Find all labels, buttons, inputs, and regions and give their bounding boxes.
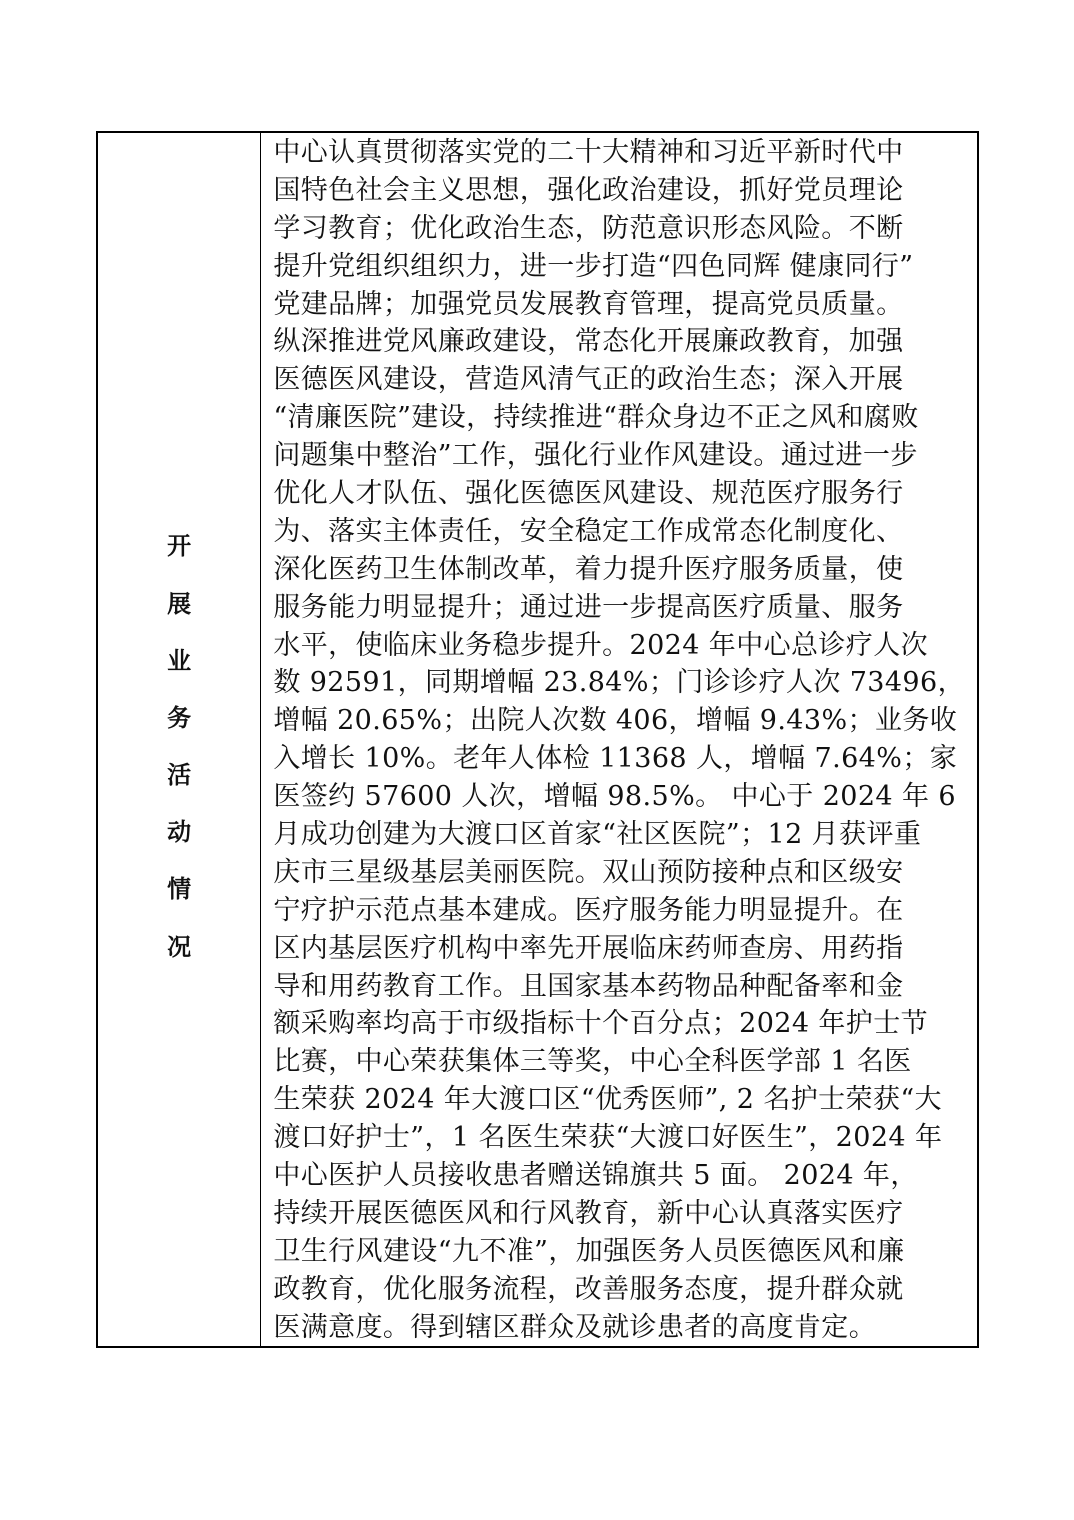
text-line: 党建品牌；加强党员发展教育管理，提高党员质量。 bbox=[273, 288, 904, 320]
row-label-char: 活 bbox=[167, 761, 192, 790]
text-line: 入增长 10%。老年人体检 11368 人，增幅 7.64%；家 bbox=[273, 743, 958, 775]
text-line: 增幅 20.65%；出院人次数 406，增幅 9.43%；业务收 bbox=[273, 705, 958, 737]
text-line: 水平，使临床业务稳步提升。2024 年中心总诊疗人次 bbox=[273, 629, 929, 661]
activity-table bbox=[96, 131, 979, 1348]
text-line: 问题集中整治”工作，强化行业作风建设。通过进一步 bbox=[273, 440, 918, 472]
text-line: 优化人才队伍、强化医德医风建设、规范医疗服务行 bbox=[273, 478, 904, 510]
text-line: 区内基层医疗机构中率先开展临床药师查房、用药指 bbox=[273, 932, 904, 964]
row-label-cell bbox=[98, 133, 261, 1346]
row-label-char: 动 bbox=[167, 818, 192, 847]
text-line: 学习教育；优化政治生态，防范意识形态风险。不断 bbox=[273, 212, 904, 244]
text-line: “清廉医院”建设，持续推进“群众身边不正之风和腐败 bbox=[273, 402, 919, 434]
activity-paragraph bbox=[273, 134, 965, 1347]
row-label-char: 务 bbox=[167, 703, 192, 732]
row-label-char: 展 bbox=[167, 589, 192, 618]
text-line: 政教育，优化服务流程，改善服务态度，提升群众就 bbox=[273, 1273, 904, 1305]
text-line: 宁疗护示范点基本建成。医疗服务能力明显提升。在 bbox=[273, 894, 904, 926]
text-line: 医德医风建设，营造风清气正的政治生态；深入开展 bbox=[273, 364, 904, 396]
text-line: 比赛，中心荣获集体三等奖，中心全科医学部 1 名医 bbox=[273, 1046, 912, 1078]
row-label-char: 业 bbox=[167, 646, 192, 675]
text-line: 医签约 57600 人次，增幅 98.5%。 中心于 2024 年 6 bbox=[273, 781, 956, 813]
text-line: 生荣获 2024 年大渡口区“优秀医师”, 2 名护士荣获“大 bbox=[273, 1084, 942, 1116]
activity-content-cell bbox=[261, 133, 977, 1346]
text-line: 导和用药教育工作。且国家基本药物品种配备率和金 bbox=[273, 970, 904, 1002]
row-label-char: 情 bbox=[167, 875, 192, 904]
text-line: 提升党组织组织力，进一步打造“四色同辉 健康同行” bbox=[273, 250, 914, 282]
text-line: 服务能力明显提升；通过进一步提高医疗质量、服务 bbox=[273, 591, 904, 623]
row-label-char: 开 bbox=[167, 532, 192, 561]
text-line: 庆市三星级基层美丽医院。双山预防接种点和区级安 bbox=[273, 856, 904, 888]
text-line: 深化医药卫生体制改革，着力提升医疗服务质量，使 bbox=[273, 553, 904, 585]
text-line: 卫生行风建设“九不准”，加强医务人员医德医风和廉 bbox=[273, 1235, 905, 1267]
text-line: 中心认真贯彻落实党的二十大精神和习近平新时代中 bbox=[273, 137, 904, 168]
row-label-char: 况 bbox=[167, 932, 192, 961]
text-line: 医满意度。得到辖区群众及就诊患者的高度肯定。 bbox=[273, 1311, 877, 1343]
text-line: 渡口好护士”，1 名医生荣获“大渡口好医生”，2024 年 bbox=[273, 1122, 943, 1154]
text-line: 月成功创建为大渡口区首家“社区医院”；12 月获评重 bbox=[273, 819, 922, 851]
text-line: 为、落实主体责任，安全稳定工作成常态化制度化、 bbox=[273, 515, 904, 547]
text-line: 中心医护人员接收患者赠送锦旗共 5 面。 2024 年， bbox=[273, 1160, 918, 1192]
text-line: 国特色社会主义思想，强化政治建设，抓好党员理论 bbox=[273, 174, 904, 206]
text-line: 数 92591，同期增幅 23.84%；门诊诊疗人次 73496， bbox=[273, 667, 965, 699]
text-line: 额采购率均高于市级指标十个百分点；2024 年护士节 bbox=[273, 1008, 929, 1040]
text-line: 纵深推进党风廉政建设，常态化开展廉政教育，加强 bbox=[273, 326, 904, 358]
text-line: 持续开展医德医风和行风教育，新中心认真落实医疗 bbox=[273, 1197, 904, 1229]
